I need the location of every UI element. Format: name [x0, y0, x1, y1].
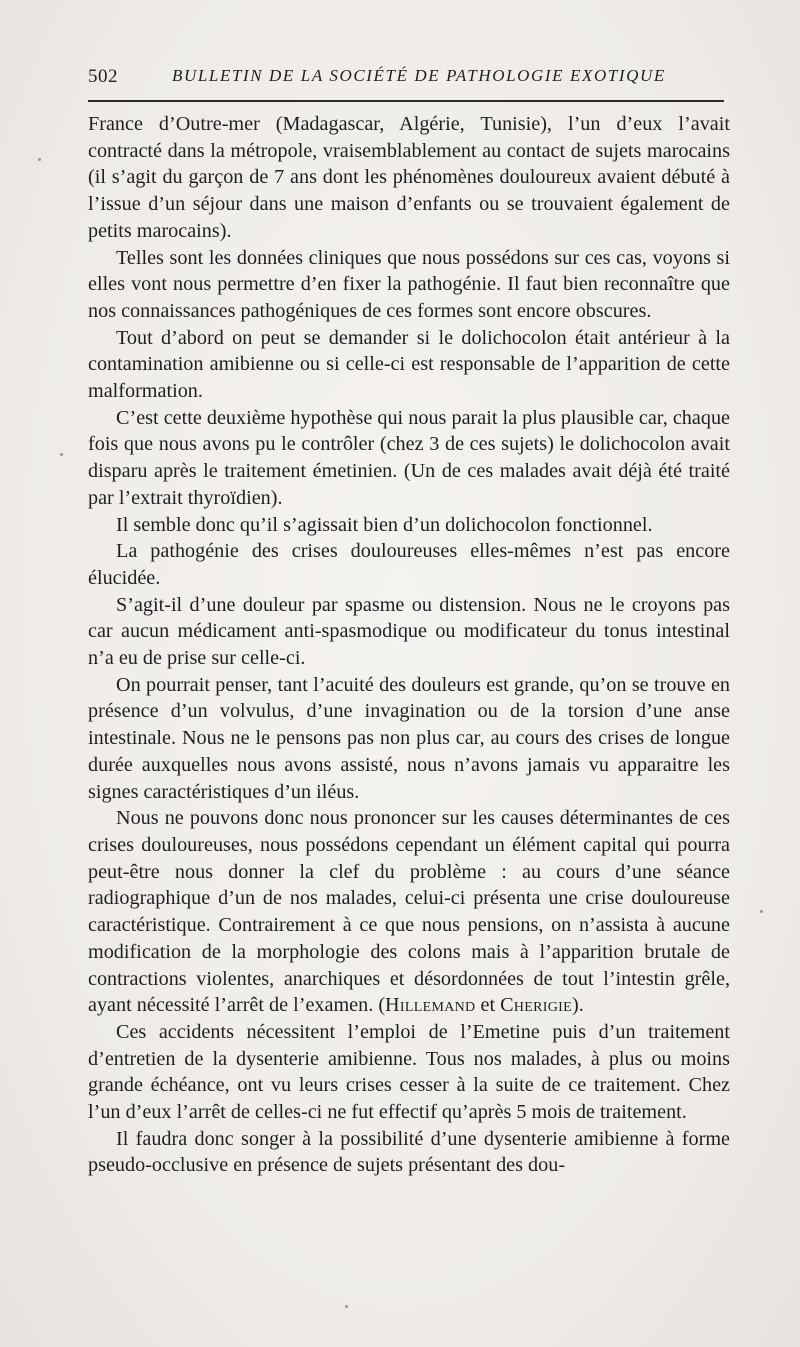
paragraph-9: [88, 805, 730, 1019]
paragraph-4: C’est cette deuxième hypothèse qui nous parait la plus plausible car, chaque fois que nous avons pu le contrôler (chez 3 de ces sujets) le dolichocolon avait disparu après le traitement émetinien. (Un de ces malades avait déjà été traité par l’extrait thyroïdien).: [88, 406, 730, 509]
paper-speck: [38, 158, 41, 161]
citation-author-2: Cherigie: [500, 994, 572, 1017]
page-header: [88, 66, 728, 92]
header-rule: [88, 100, 724, 102]
citation-joiner: et: [475, 994, 501, 1017]
running-title: BULLETIN DE LA SOCIÉTÉ DE PATHOLOGIE EXOTIQUE: [172, 66, 666, 85]
paragraph-2: Telles sont les données cliniques que nous possédons sur ces cas, voyons si elles vont nous permettre d’en fixer la pathogénie. Il faut bien reconnaître que nos connaissances pathogéniques de ces formes sont encore obscures.: [88, 246, 730, 322]
citation-author-1: Hillemand: [385, 994, 476, 1017]
paper-speck: [60, 453, 63, 456]
paragraph-1: France d’Outre-mer (Madagascar, Algérie, Tunisie), l’un d’eux l’avait contracté dans la métropole, vraisemblablement au contact de sujets marocains (il s’agit du garçon de 7 ans dont les phénomènes douloureux avaient débuté à l’issue d’un séjour dans une maison d’enfants ou se trouvaient également de petits marocains).: [88, 113, 730, 242]
page-number: 502: [88, 66, 118, 87]
paragraph-3: Tout d’abord on peut se demander si le dolichocolon était antérieur à la contamination amibienne ou si celle-ci est responsable de l’apparition de cette malformation.: [88, 326, 730, 403]
paper-speck: [760, 910, 763, 913]
paragraph-9-text: Nous ne pouvons donc nous prononcer sur les causes déterminantes de ces crises douloureuses, nous possédons cependant un élément capital qui pourra peut-être nous donner la clef du problème : au cours d’une séance radiographique d’un de nos malades, celui-ci présenta une crise douloureuse caractéristique. Contrairement à ce que nous pensions, on n’assista à aucune modification de la morphologie des colons mais à l’apparition brutale de contractions violentes, anarchiques et désordonnées de tout l’intestin grêle, ayant nécessité l’arrêt de l’examen. (: [88, 807, 730, 1017]
paper-speck: [345, 1305, 348, 1308]
paragraph-10: Ces accidents nécessitent l’emploi de l’Emetine puis d’un traitement d’entretien de la dysenterie amibienne. Tous nos malades, à plus ou moins grande échéance, ont vu leurs crises cesser à la suite de ce traitement. Chez l’un d’eux l’arrêt de celles-ci ne fut effectif qu’après 5 mois de traitement.: [88, 1020, 730, 1124]
paragraph-7: S’agit-il d’une douleur par spasme ou distension. Nous ne le croyons pas car aucun médicament anti-spasmodique ou modificateur du tonus intestinal n’a eu de prise sur celle-ci.: [88, 593, 730, 670]
paragraph-6: La pathogénie des crises douloureuses elles-mêmes n’est pas encore élucidée.: [88, 540, 730, 589]
citation-close: ).: [571, 994, 584, 1017]
paragraph-11: Il faudra donc songer à la possibilité d’une dysenterie amibienne à forme pseudo-occlusive en présence de sujets présentant des dou-: [88, 1127, 730, 1177]
body-text: [88, 111, 730, 1179]
paragraph-8: On pourrait penser, tant l’acuité des douleurs est grande, qu’on se trouve en présence d’un volvulus, d’une invagination ou de la torsion d’une anse intestinale. Nous ne le pensons pas non plus car, au cours des crises de longue durée auxquelles nous avons assisté, nous n’avons jamais vu apparaitre les signes caractéristiques d’un iléus.: [88, 673, 730, 803]
paragraph-5: Il semble donc qu’il s’agissait bien d’un dolichocolon fonctionnel.: [116, 513, 653, 536]
